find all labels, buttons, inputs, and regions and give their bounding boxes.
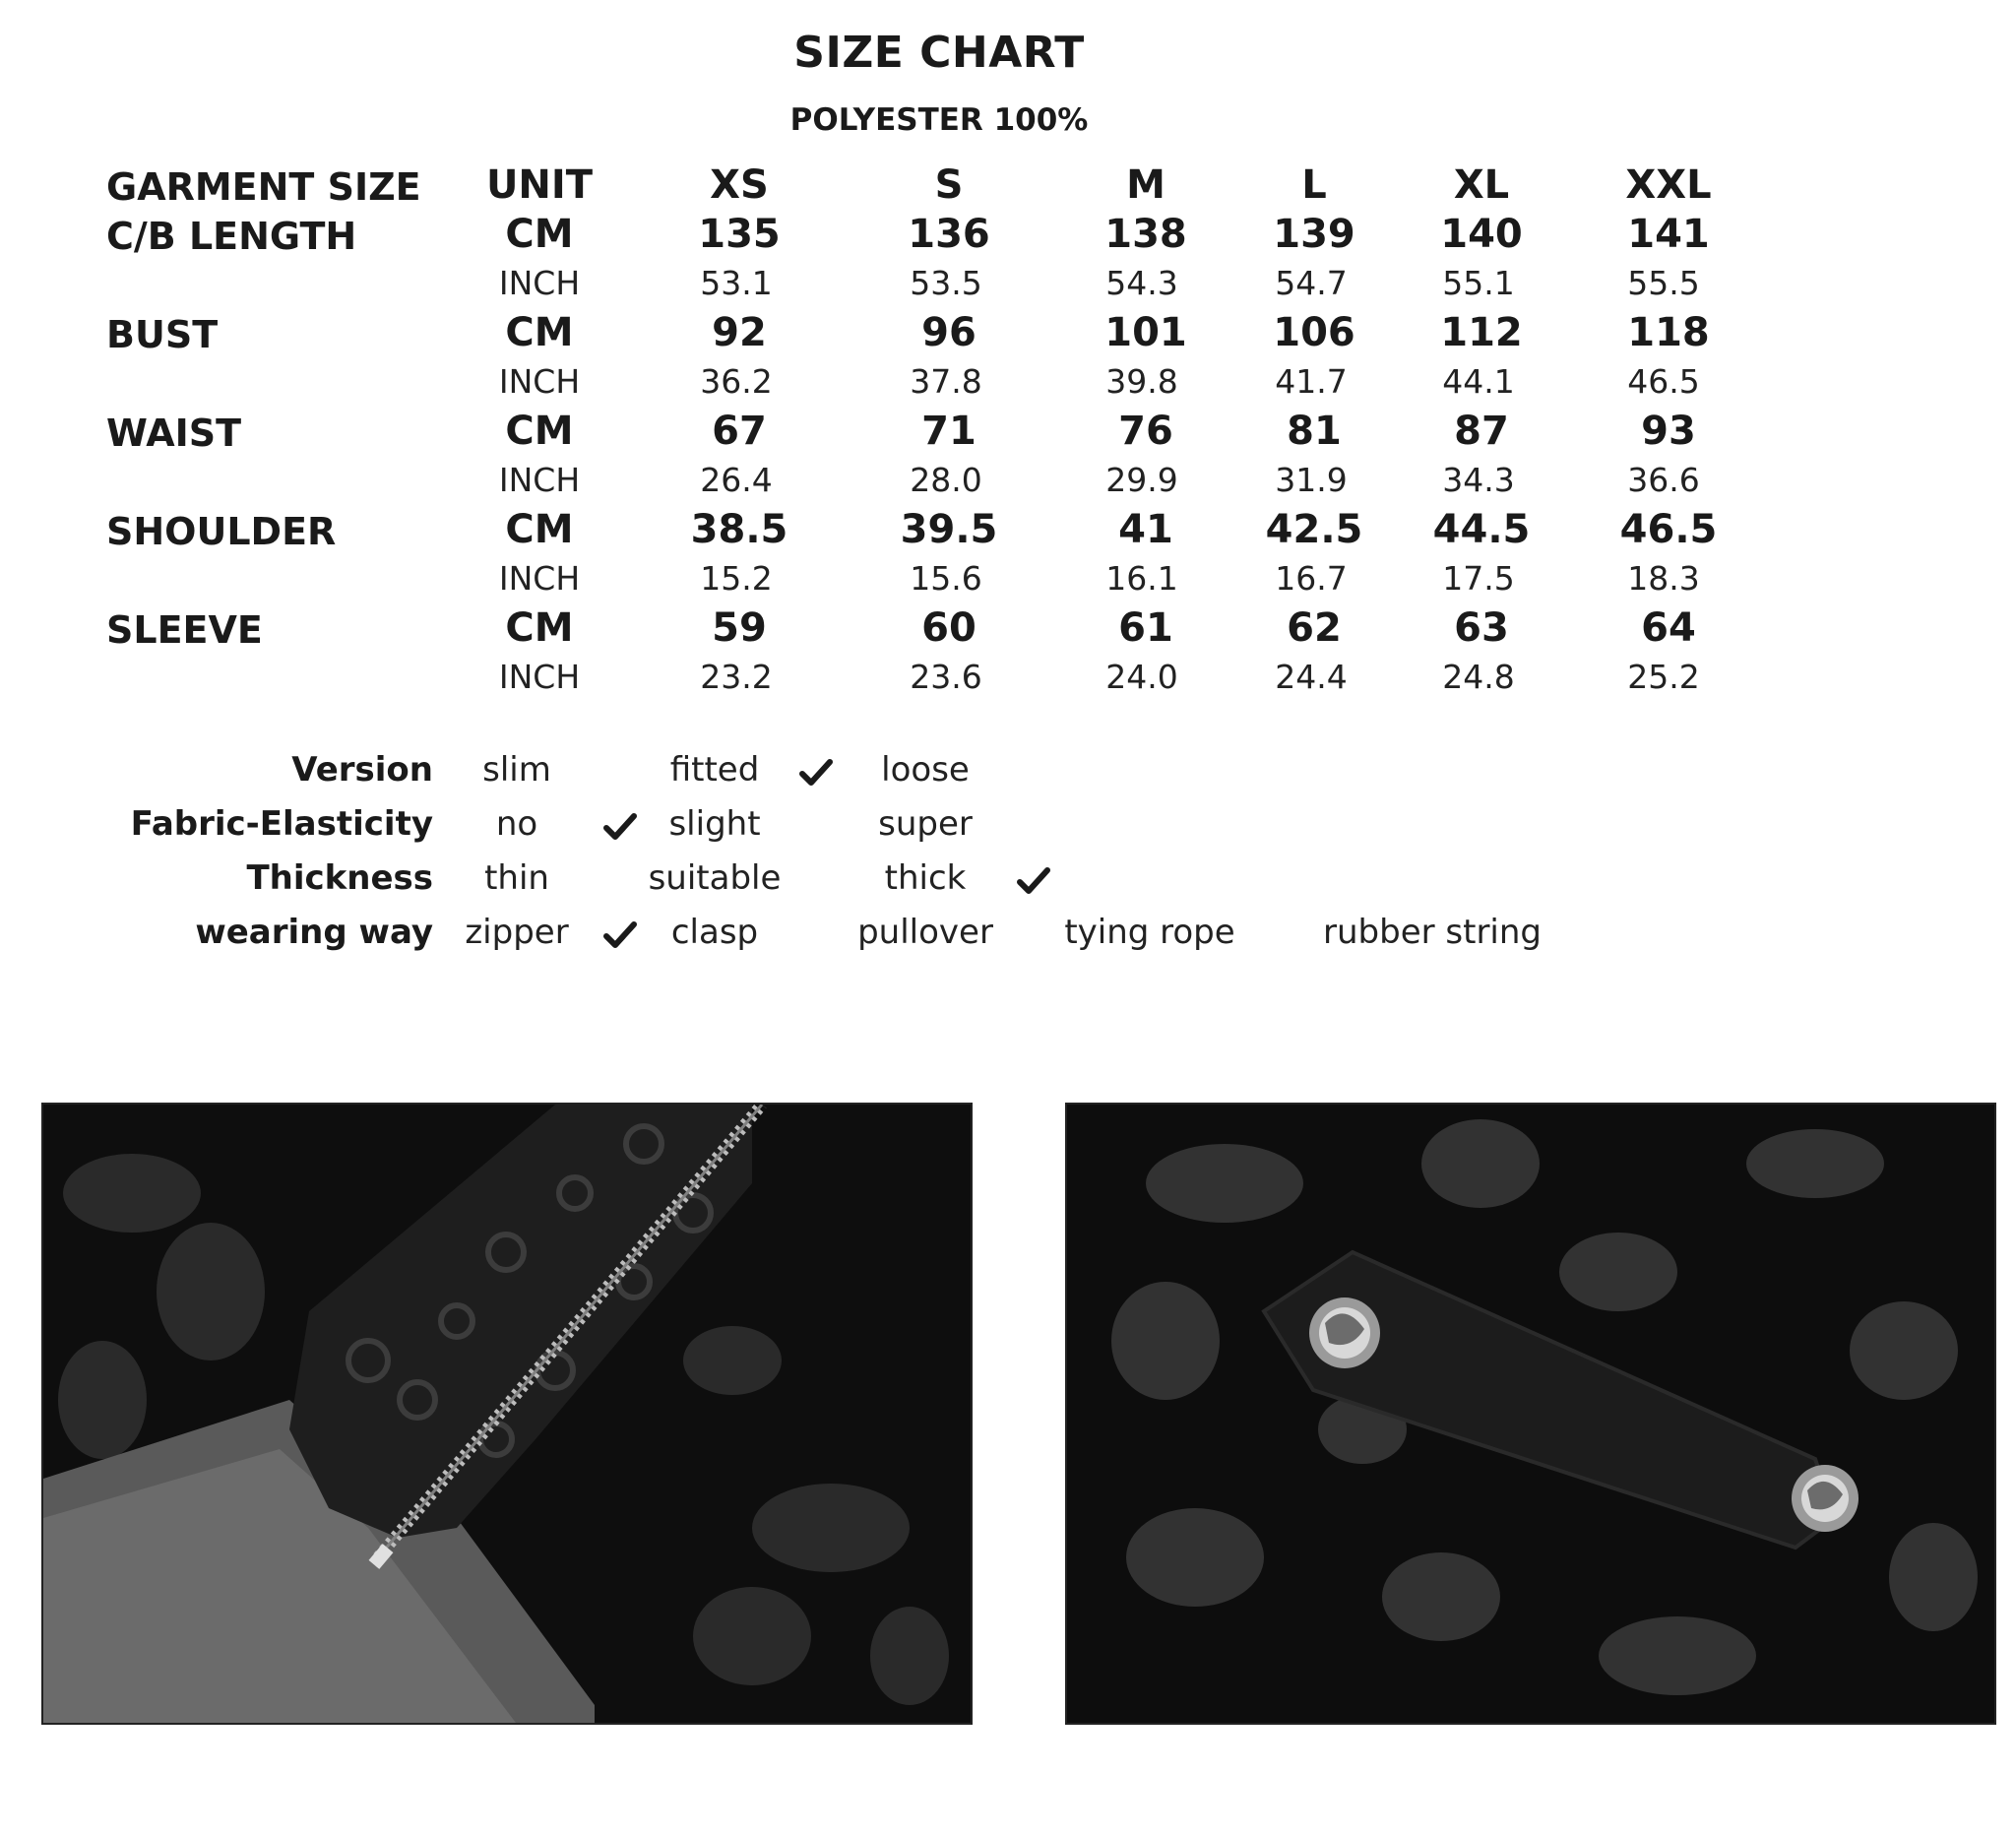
value-cell: 53.1 bbox=[700, 264, 773, 302]
feature-label-fabric-elasticity: Fabric-Elasticity bbox=[130, 804, 433, 844]
value-cell: 71 bbox=[921, 409, 976, 454]
value-cell: 15.6 bbox=[910, 559, 982, 598]
value-cell: 44.5 bbox=[1432, 507, 1531, 552]
value-cell: 34.3 bbox=[1442, 461, 1515, 499]
row-label-sleeve: SLEEVE bbox=[106, 608, 263, 652]
unit-inch: INCH bbox=[498, 658, 581, 696]
value-cell: 112 bbox=[1440, 310, 1523, 355]
value-cell: 101 bbox=[1104, 310, 1187, 355]
value-cell: 140 bbox=[1440, 212, 1523, 257]
unit-cm: CM bbox=[505, 409, 574, 454]
value-cell: 55.1 bbox=[1442, 264, 1515, 302]
value-cell: 17.5 bbox=[1442, 559, 1515, 598]
value-cell: 139 bbox=[1273, 212, 1355, 257]
value-cell: 118 bbox=[1627, 310, 1710, 355]
unit-cm: CM bbox=[505, 507, 574, 552]
page-title: SIZE CHART bbox=[793, 28, 1085, 78]
value-cell: 81 bbox=[1287, 409, 1342, 454]
row-label-cb-length: C/B LENGTH bbox=[106, 215, 357, 258]
value-cell: 39.8 bbox=[1105, 362, 1178, 401]
value-cell: 96 bbox=[921, 310, 976, 355]
value-cell: 24.8 bbox=[1442, 658, 1515, 696]
value-cell: 18.3 bbox=[1627, 559, 1700, 598]
value-cell: 39.5 bbox=[900, 507, 998, 552]
strap-button-detail-photo bbox=[1065, 1103, 1996, 1725]
value-cell: 135 bbox=[698, 212, 781, 257]
value-cell: 92 bbox=[712, 310, 767, 355]
value-cell: 24.4 bbox=[1275, 658, 1348, 696]
unit-header: UNIT bbox=[485, 162, 594, 208]
option-clasp: clasp bbox=[670, 913, 759, 952]
value-cell: 59 bbox=[712, 605, 767, 651]
row-label-shoulder: SHOULDER bbox=[106, 510, 337, 553]
value-cell: 38.5 bbox=[690, 507, 788, 552]
value-cell: 42.5 bbox=[1265, 507, 1363, 552]
size-header-xxl: XXL bbox=[1625, 162, 1712, 208]
value-cell: 36.6 bbox=[1627, 461, 1700, 499]
value-cell: 29.9 bbox=[1105, 461, 1178, 499]
unit-inch: INCH bbox=[498, 362, 581, 401]
value-cell: 16.7 bbox=[1275, 559, 1348, 598]
value-cell: 26.4 bbox=[700, 461, 773, 499]
value-cell: 54.7 bbox=[1275, 264, 1348, 302]
value-cell: 31.9 bbox=[1275, 461, 1348, 499]
value-cell: 16.1 bbox=[1105, 559, 1178, 598]
unit-cm: CM bbox=[505, 212, 574, 257]
value-cell: 25.2 bbox=[1627, 658, 1700, 696]
size-header-xl: XL bbox=[1453, 162, 1510, 208]
check-mark-icon bbox=[1017, 866, 1050, 896]
fabric-composition: POLYESTER 100% bbox=[789, 102, 1089, 138]
unit-inch: INCH bbox=[498, 559, 581, 598]
value-cell: 87 bbox=[1454, 409, 1509, 454]
feature-label-wearing-way: wearing way bbox=[195, 913, 433, 952]
value-cell: 141 bbox=[1627, 212, 1710, 257]
row-label-bust: BUST bbox=[106, 313, 219, 356]
value-cell: 15.2 bbox=[700, 559, 773, 598]
option-slim: slim bbox=[482, 750, 551, 790]
feature-label-thickness: Thickness bbox=[246, 858, 433, 898]
check-mark-icon bbox=[603, 812, 637, 842]
unit-cm: CM bbox=[505, 310, 574, 355]
value-cell: 46.5 bbox=[1627, 362, 1700, 401]
row-label-waist: WAIST bbox=[106, 411, 242, 455]
value-cell: 136 bbox=[908, 212, 990, 257]
option-super: super bbox=[878, 804, 973, 844]
value-cell: 46.5 bbox=[1619, 507, 1718, 552]
value-cell: 93 bbox=[1641, 409, 1696, 454]
option-suitable: suitable bbox=[648, 858, 782, 898]
value-cell: 76 bbox=[1118, 409, 1173, 454]
size-header-m: M bbox=[1126, 162, 1166, 208]
option-thick: thick bbox=[884, 858, 967, 898]
option-pullover: pullover bbox=[857, 913, 993, 952]
size-header-xs: XS bbox=[710, 162, 769, 208]
value-cell: 55.5 bbox=[1627, 264, 1700, 302]
feature-label-version: Version bbox=[291, 750, 433, 790]
option-loose: loose bbox=[881, 750, 970, 790]
zipper-lace-detail-photo bbox=[41, 1103, 973, 1725]
value-cell: 41.7 bbox=[1275, 362, 1348, 401]
value-cell: 23.6 bbox=[910, 658, 982, 696]
unit-inch: INCH bbox=[498, 264, 581, 302]
option-zipper: zipper bbox=[465, 913, 569, 952]
garment-size-header: GARMENT SIZE bbox=[106, 165, 421, 209]
value-cell: 64 bbox=[1641, 605, 1696, 651]
metal-button bbox=[1309, 1297, 1380, 1368]
value-cell: 63 bbox=[1454, 605, 1509, 651]
unit-inch: INCH bbox=[498, 461, 581, 499]
value-cell: 60 bbox=[921, 605, 976, 651]
option-fitted: fitted bbox=[669, 750, 760, 790]
value-cell: 37.8 bbox=[910, 362, 982, 401]
value-cell: 23.2 bbox=[700, 658, 773, 696]
value-cell: 28.0 bbox=[910, 461, 982, 499]
value-cell: 54.3 bbox=[1105, 264, 1178, 302]
value-cell: 24.0 bbox=[1105, 658, 1178, 696]
unit-cm: CM bbox=[505, 605, 574, 651]
value-cell: 61 bbox=[1118, 605, 1173, 651]
value-cell: 53.5 bbox=[910, 264, 982, 302]
value-cell: 62 bbox=[1287, 605, 1342, 651]
option-tying-rope: tying rope bbox=[1064, 913, 1235, 952]
option-no: no bbox=[495, 804, 538, 844]
check-mark-icon bbox=[799, 758, 833, 788]
size-header-l: L bbox=[1301, 162, 1327, 208]
check-mark-icon bbox=[603, 920, 637, 950]
size-header-s: S bbox=[934, 162, 964, 208]
value-cell: 41 bbox=[1118, 507, 1173, 552]
value-cell: 138 bbox=[1104, 212, 1187, 257]
value-cell: 106 bbox=[1273, 310, 1355, 355]
value-cell: 36.2 bbox=[700, 362, 773, 401]
option-rubber-string: rubber string bbox=[1323, 913, 1542, 952]
value-cell: 67 bbox=[712, 409, 767, 454]
option-slight: slight bbox=[668, 804, 761, 844]
value-cell: 44.1 bbox=[1442, 362, 1515, 401]
option-thin: thin bbox=[484, 858, 549, 898]
